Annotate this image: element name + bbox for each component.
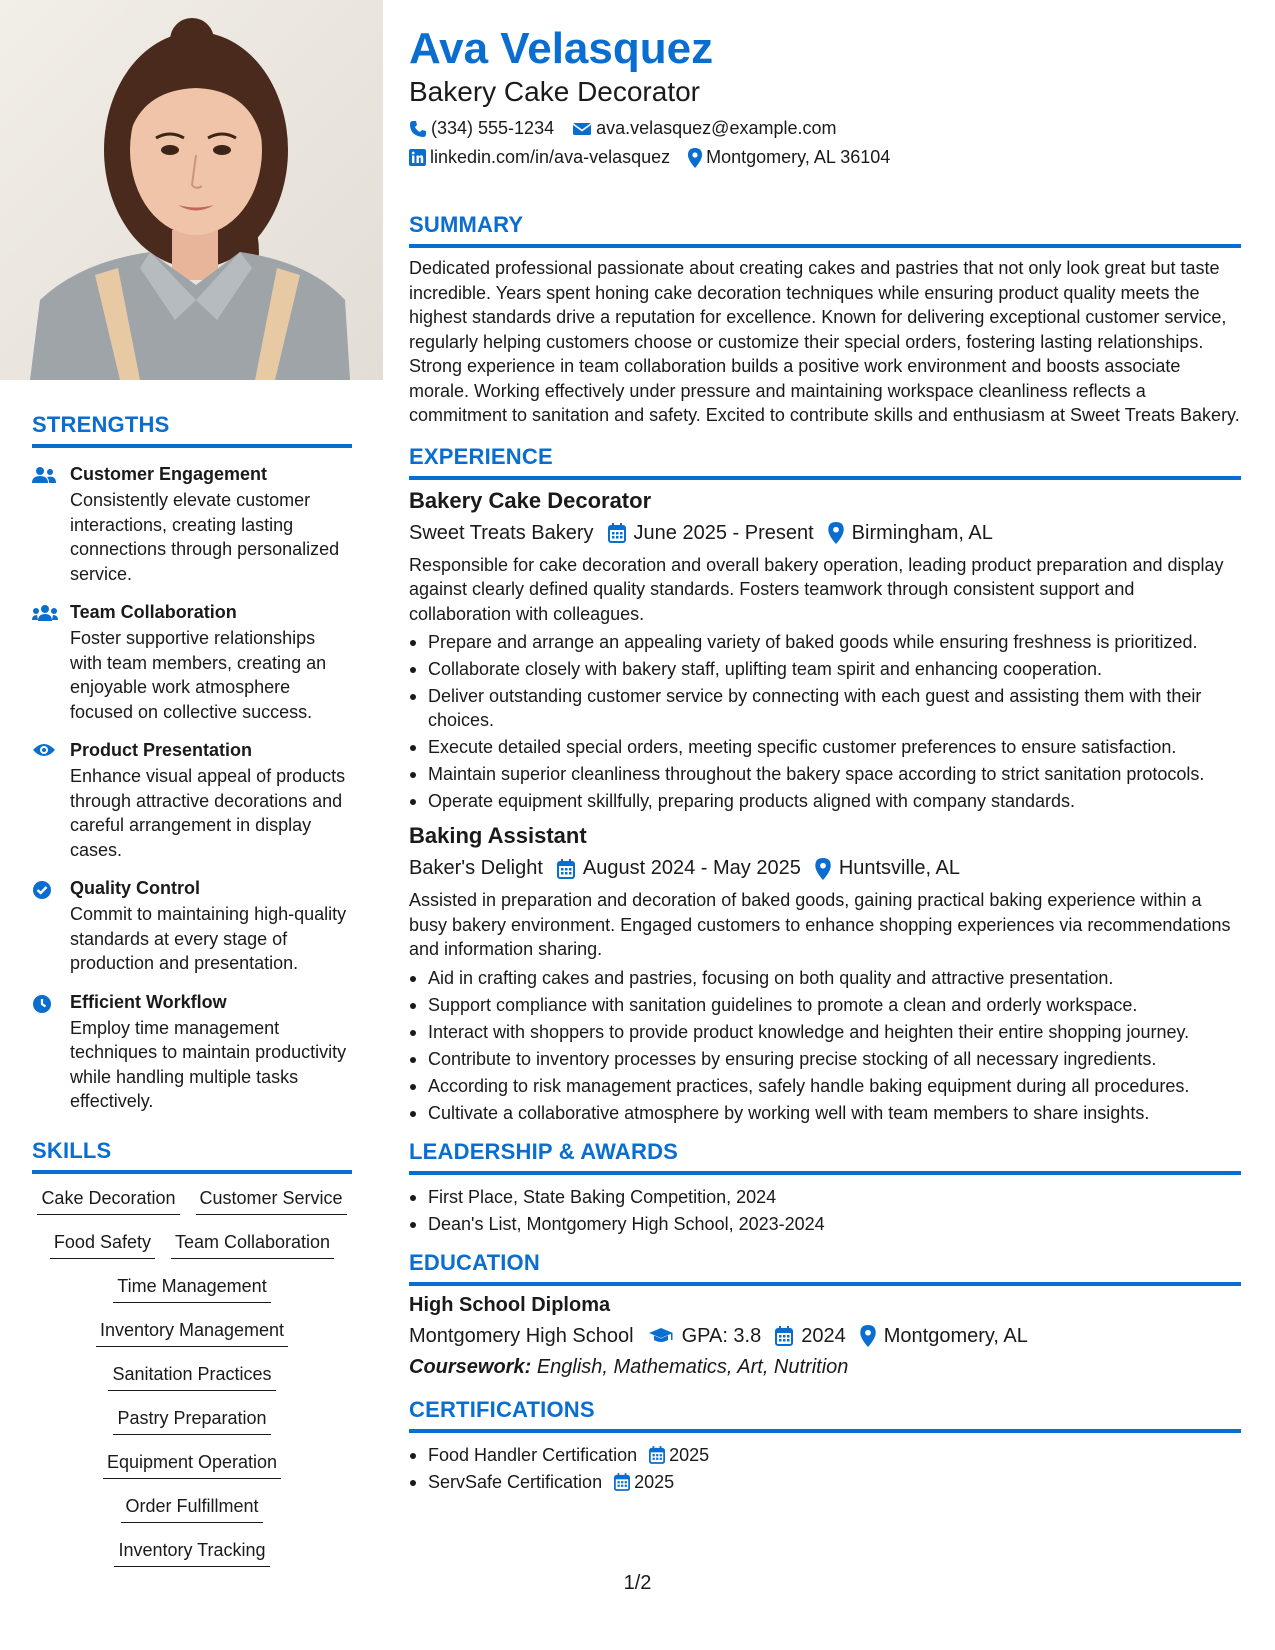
job-description: Responsible for cake decoration and overall bakery operation, leading product preparation and display against clearly defined quality standards. Fosters teamwork through consistent support and collaboration with colleagues. <box>409 554 1224 624</box>
strengths-title: STRENGTHS <box>32 412 170 437</box>
experience-title: EXPERIENCE <box>409 443 553 469</box>
list-item: Prepare and arrange an appealing variety of baked goods while ensuring freshness is prioritized. <box>409 630 1241 654</box>
job-dates: August 2024 - May 2025 <box>582 857 801 879</box>
location-pin-icon <box>828 522 844 544</box>
linkedin-icon <box>409 149 426 166</box>
job-location: Huntsville, AL <box>838 857 960 879</box>
skill-tag: Inventory Tracking <box>114 1540 269 1567</box>
list-item: Operate equipment skillfully, preparing products aligned with company standards. <box>409 789 1241 813</box>
strength-name: Quality Control <box>70 878 200 898</box>
candidate-name: Ava Velasquez <box>409 24 714 73</box>
skill-tag: Time Management <box>113 1276 270 1303</box>
list-item: Contribute to inventory processes by ensuring precise stocking of all necessary ingredients. <box>409 1047 1241 1071</box>
leadership-section <box>409 1139 1241 1236</box>
list-item: Maintain superior cleanliness throughout the bakery space according to strict sanitation protocols. <box>409 762 1241 786</box>
check-circle-icon <box>32 878 70 976</box>
skills-title: SKILLS <box>32 1137 112 1163</box>
graduation-year: 2024 <box>801 1324 846 1347</box>
leadership-title: LEADERSHIP & AWARDS <box>409 1138 679 1164</box>
email-icon <box>572 121 592 137</box>
list-item: Cultivate a collaborative atmosphere by working well with team members to share insights. <box>409 1101 1241 1125</box>
cert-name: ServSafe Certification <box>428 1471 603 1492</box>
strength-item <box>32 602 352 724</box>
portrait-photo <box>0 0 383 380</box>
job-company: Sweet Treats Bakery <box>409 521 594 544</box>
sidebar-content <box>32 412 352 1584</box>
location-pin-icon <box>688 148 702 168</box>
job-dates: June 2025 - Present <box>633 521 814 544</box>
list-item <box>409 1470 1241 1494</box>
summary-title: SUMMARY <box>409 212 524 237</box>
strength-desc: Enhance visual appeal of products through attractive decorations and careful arrangement in display cases. <box>70 766 346 860</box>
page-number: 1/2 <box>623 1572 652 1594</box>
skill-tag: Inventory Management <box>96 1320 288 1347</box>
strength-name: Team Collaboration <box>70 602 237 622</box>
strength-name: Customer Engagement <box>70 464 268 484</box>
skill-tag: Pastry Preparation <box>113 1408 270 1435</box>
skill-tag: Equipment Operation <box>103 1452 281 1479</box>
skill-tag: Team Collaboration <box>171 1232 334 1259</box>
job-description: Assisted in preparation and decoration of baked goods, gaining practical baking experience within a busy bakery environment. Engaged customers to enhance shopping experiences via recommendations and information sharing. <box>409 890 1231 959</box>
job-title: Baking Assistant <box>409 823 587 848</box>
calendar-icon <box>649 1446 665 1464</box>
gpa: GPA: 3.8 <box>681 1324 762 1347</box>
contact-location <box>688 147 890 168</box>
job-meta <box>409 522 1241 545</box>
job-location: Birmingham, AL <box>851 521 993 544</box>
phone-text: (334) 555-1234 <box>431 118 555 138</box>
leadership-list <box>409 1185 1241 1236</box>
calendar-icon <box>614 1473 630 1491</box>
degree: High School Diploma <box>409 1293 611 1316</box>
coursework-label: Coursework: <box>409 1355 532 1378</box>
skill-tag: Food Safety <box>50 1232 155 1259</box>
coursework <box>409 1356 1241 1379</box>
school-location: Montgomery, AL <box>883 1324 1028 1347</box>
eye-icon <box>32 740 70 862</box>
calendar-icon <box>775 1326 793 1346</box>
certifications-title: CERTIFICATIONS <box>409 1396 595 1422</box>
cert-name: Food Handler Certification <box>428 1444 638 1465</box>
list-item <box>409 1443 1241 1467</box>
strength-item <box>32 740 352 862</box>
experience-section <box>409 444 1241 1125</box>
users-icon <box>32 464 70 586</box>
education-title: EDUCATION <box>409 1249 540 1275</box>
school-name: Montgomery High School <box>409 1324 634 1347</box>
strength-desc: Consistently elevate customer interactions, creating lasting connections through personalized service. <box>70 490 340 584</box>
strength-name: Efficient Workflow <box>70 991 227 1012</box>
job-title: Bakery Cake Decorator <box>409 487 652 513</box>
job-entry <box>409 823 1241 1125</box>
strength-item <box>32 992 352 1114</box>
team-icon <box>32 602 70 724</box>
list-item: Deliver outstanding customer service by connecting with each guest and assisting them with their choices. <box>409 684 1241 732</box>
strength-item <box>32 878 352 976</box>
summary-text: Dedicated professional passionate about creating cakes and pastries that not only look great but taste incredible. Years spent honing cake decoration techniques while ensuring product quality meets the highest standards drive a reputation for excellence. Known for delivering exceptional customer service, regularly helping customers choose or customize their special orders, fostering lasting relationships. Strong experience in team collaboration builds a positive work environment and boosts associate morale. Working effectively under pressure and maintaining workspace cleanliness reflects a commitment to sanitation and safety. Excited to contribute skills and enthusiasm at Sweet Treats Bakery. <box>409 258 1240 425</box>
job-entry <box>409 488 1241 814</box>
list-item: Aid in crafting cakes and pastries, focusing on both quality and attractive presentation. <box>409 966 1241 990</box>
calendar-icon <box>557 859 575 879</box>
leadership-rule <box>409 1171 1241 1175</box>
list-item: Collaborate closely with bakery staff, uplifting team spirit and enhancing cooperation. <box>409 657 1241 681</box>
education-meta <box>409 1325 1241 1348</box>
strength-desc: Foster supportive relationships with team members, creating an enjoyable work atmosphere focused on collective success. <box>70 628 327 722</box>
job-bullets <box>409 966 1241 1125</box>
certifications-list <box>409 1443 1241 1494</box>
graduation-cap-icon <box>648 1327 674 1345</box>
list-item: Interact with shoppers to provide product knowledge and heighten their entire shopping journey. <box>409 1020 1241 1044</box>
location-pin-icon <box>815 858 831 880</box>
contact-linkedin[interactable] <box>409 147 670 168</box>
candidate-role: Bakery Cake Decorator <box>409 76 701 107</box>
strength-name: Product Presentation <box>70 740 253 760</box>
contact-email[interactable] <box>572 118 836 139</box>
clock-icon <box>32 992 70 1114</box>
strength-desc: Employ time management techniques to maintain productivity while handling multiple tasks effectively. <box>70 1017 347 1111</box>
skill-tag: Customer Service <box>196 1188 347 1215</box>
location-pin-icon <box>860 1325 876 1347</box>
job-meta <box>409 857 1241 880</box>
strengths-rule <box>32 444 352 448</box>
contact-phone[interactable] <box>409 118 554 139</box>
email-text: ava.velasquez@example.com <box>596 118 837 138</box>
phone-icon <box>409 120 427 138</box>
job-bullets <box>409 630 1241 813</box>
education-rule <box>409 1282 1241 1286</box>
summary-rule <box>409 244 1241 248</box>
location-text: Montgomery, AL 36104 <box>706 147 891 167</box>
skill-tag: Sanitation Practices <box>108 1364 275 1391</box>
linkedin-text: linkedin.com/in/ava-velasquez <box>430 147 671 167</box>
skills-rule <box>32 1170 352 1174</box>
experience-rule <box>409 476 1241 480</box>
list-item: Execute detailed special orders, meeting specific customer preferences to ensure satisfaction. <box>409 735 1241 759</box>
cert-year: 2025 <box>669 1444 710 1465</box>
summary-section <box>409 212 1241 428</box>
coursework-text: English, Mathematics, Art, Nutrition <box>536 1355 849 1378</box>
contact-row-2 <box>409 147 1241 168</box>
certifications-rule <box>409 1429 1241 1433</box>
list-item: According to risk management practices, safely handle baking equipment during all procedures. <box>409 1074 1241 1098</box>
skill-tag: Cake Decoration <box>37 1188 179 1215</box>
contact-row <box>409 118 1241 139</box>
list-item: Support compliance with sanitation guidelines to promote a clean and orderly workspace. <box>409 993 1241 1017</box>
skill-tag: Order Fulfillment <box>121 1496 262 1523</box>
strength-desc: Commit to maintaining high-quality standards at every stage of production and presentation. <box>70 904 347 973</box>
certifications-section <box>409 1397 1241 1494</box>
cert-year: 2025 <box>634 1471 675 1492</box>
list-item: Dean's List, Montgomery High School, 2023-2024 <box>409 1212 1241 1236</box>
skills-list <box>32 1188 352 1567</box>
calendar-icon <box>608 523 626 543</box>
main-content <box>409 24 1241 1497</box>
education-section <box>409 1250 1241 1379</box>
strength-item <box>32 464 352 586</box>
list-item: First Place, State Baking Competition, 2024 <box>409 1185 1241 1209</box>
sidebar <box>0 0 383 1650</box>
job-company: Baker's Delight <box>409 857 543 879</box>
